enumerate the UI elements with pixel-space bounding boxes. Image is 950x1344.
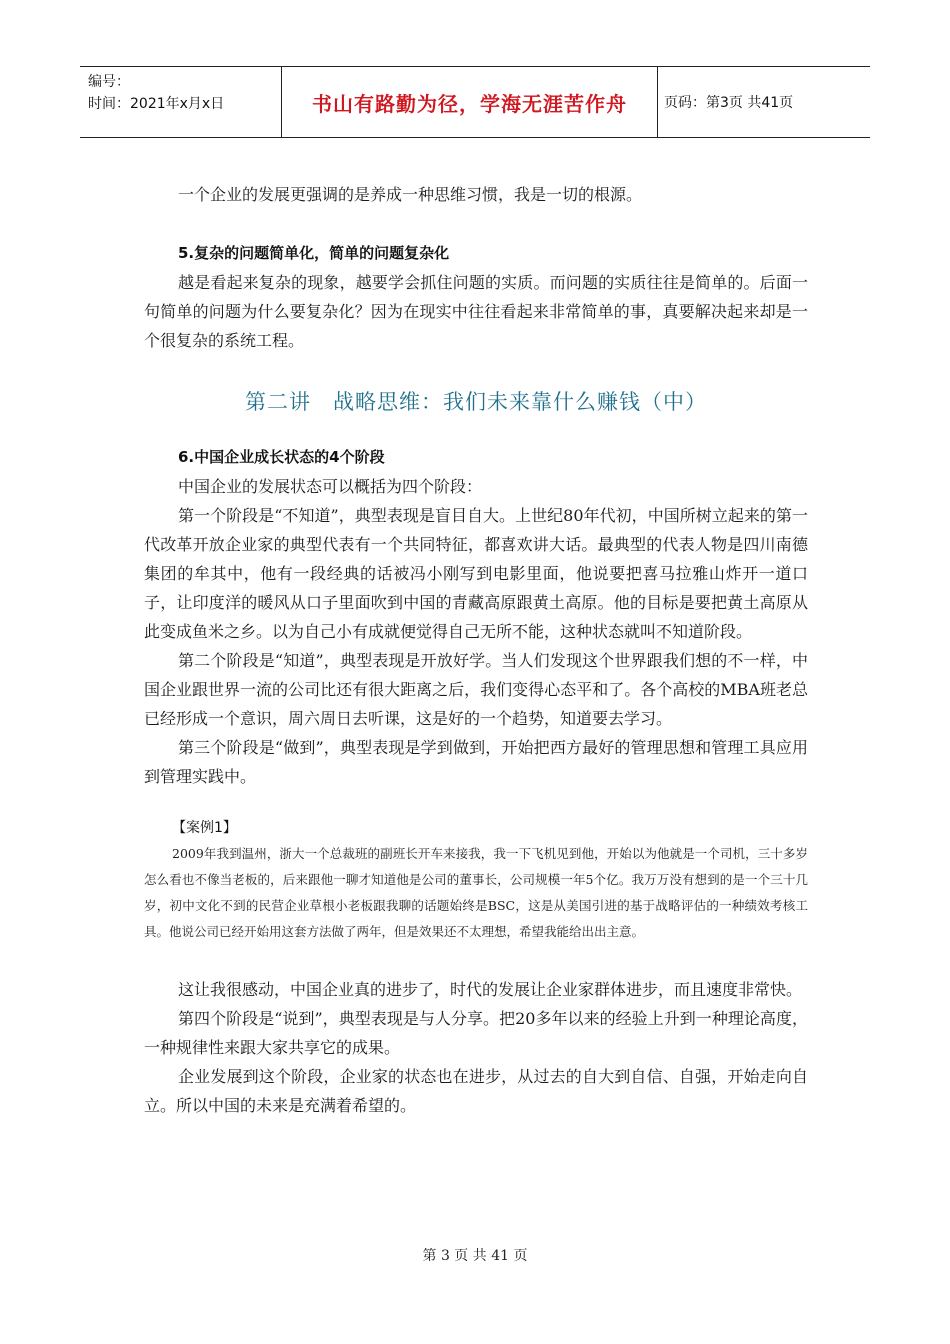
paragraph: 第二个阶段是“知道”，典型表现是开放好学。当人们发现这个世界跟我们想的不一样，中国企业跟世界一流的公司比还有很大距离之后，我们变得心态平和了。各个高校的MBA班老总已经形成一个意识，周六周日去听课，这是好的一个趋势，知道要去学习。 bbox=[144, 651, 808, 728]
section-heading-5: 5.复杂的问题简单化，简单的问题复杂化 bbox=[178, 244, 450, 262]
paragraph: 第三个阶段是“做到”，典型表现是学到做到，开始把西方最好的管理思想和管理工具应用到管理实践中。 bbox=[144, 738, 808, 786]
header-info-cell bbox=[80, 67, 282, 137]
document-date-label: 时间：2021年x月x日 bbox=[88, 96, 225, 112]
page-footer: 第 3 页 共 41 页 bbox=[422, 1248, 528, 1264]
paragraph: 第一个阶段是“不知道”，典型表现是盲目自大。上世纪80年代初，中国所树立起来的第一代改革开放企业家的典型代表有一个共同特征，都喜欢讲大话。最典型的代表人物是四川南德集团的牟其中，他有一段经典的话被冯小刚写到电影里面，他说要把喜马拉雅山炸开一道口子，让印度洋的暖风从口子里面吹到中国的青藏高原跟黄土高原。他的目标是要把黄土高原从此变成鱼米之乡。以为自己小有成就便觉得自己无所不能，这种状态就叫不知道阶段。 bbox=[144, 506, 808, 641]
paragraph: 一个企业的发展更强调的是养成一种思维习惯，我是一切的根源。 bbox=[178, 185, 643, 204]
document-body bbox=[144, 180, 808, 1120]
section-heading-6: 6.中国企业成长状态的4个阶段 bbox=[178, 448, 385, 466]
paragraph: 第四个阶段是“说到”，典型表现是与人分享。把20多年以来的经验上升到一种理论高度，一种规律性来跟大家共享它的成果。 bbox=[144, 1009, 808, 1057]
case-text: 2009年我到温州，浙大一个总裁班的副班长开车来接我，我一下飞机见到他，开始以为他就是一个司机，三十多岁怎么看也不像当老板的，后来跟他一聊才知道他是公司的董事长，公司规模一年5个亿。我万万没有想到的是一个三十几岁，初中文化不到的民营企业草根小老板跟我聊的话题始终是BSC，这是从美国引进的基于战略评估的一种绩效考核工具。他说公司已经开始用这套方法做了两年，但是效果还不太理想，希望我能给出出主意。 bbox=[144, 846, 808, 939]
document-number-label: 编号： bbox=[88, 74, 130, 90]
case-title: 【案例1】 bbox=[172, 820, 237, 836]
header-page-label: 页码：第3页 共41页 bbox=[664, 95, 794, 111]
header-motto: 书山有路勤为径，学海无涯苦作舟 bbox=[282, 67, 658, 137]
paragraph: 中国企业的发展状态可以概括为四个阶段： bbox=[178, 477, 483, 496]
paragraph: 企业发展到这个阶段，企业家的状态也在进步，从过去的自大到自信、自强，开始走向自立。所以中国的未来是充满着希望的。 bbox=[144, 1067, 808, 1115]
paragraph: 越是看起来复杂的现象，越要学会抓住问题的实质。而问题的实质往往是简单的。后面一句简单的问题为什么要复杂化？因为在现实中往往看起来非常简单的事，真要解决起来却是一个很复杂的系统工程。 bbox=[144, 273, 808, 350]
paragraph: 这让我很感动，中国企业真的进步了，时代的发展让企业家群体进步，而且速度非常快。 bbox=[178, 980, 803, 999]
header-table bbox=[80, 66, 870, 138]
chapter-title: 第二讲 战略思维：我们未来靠什么赚钱（中） bbox=[245, 390, 707, 414]
